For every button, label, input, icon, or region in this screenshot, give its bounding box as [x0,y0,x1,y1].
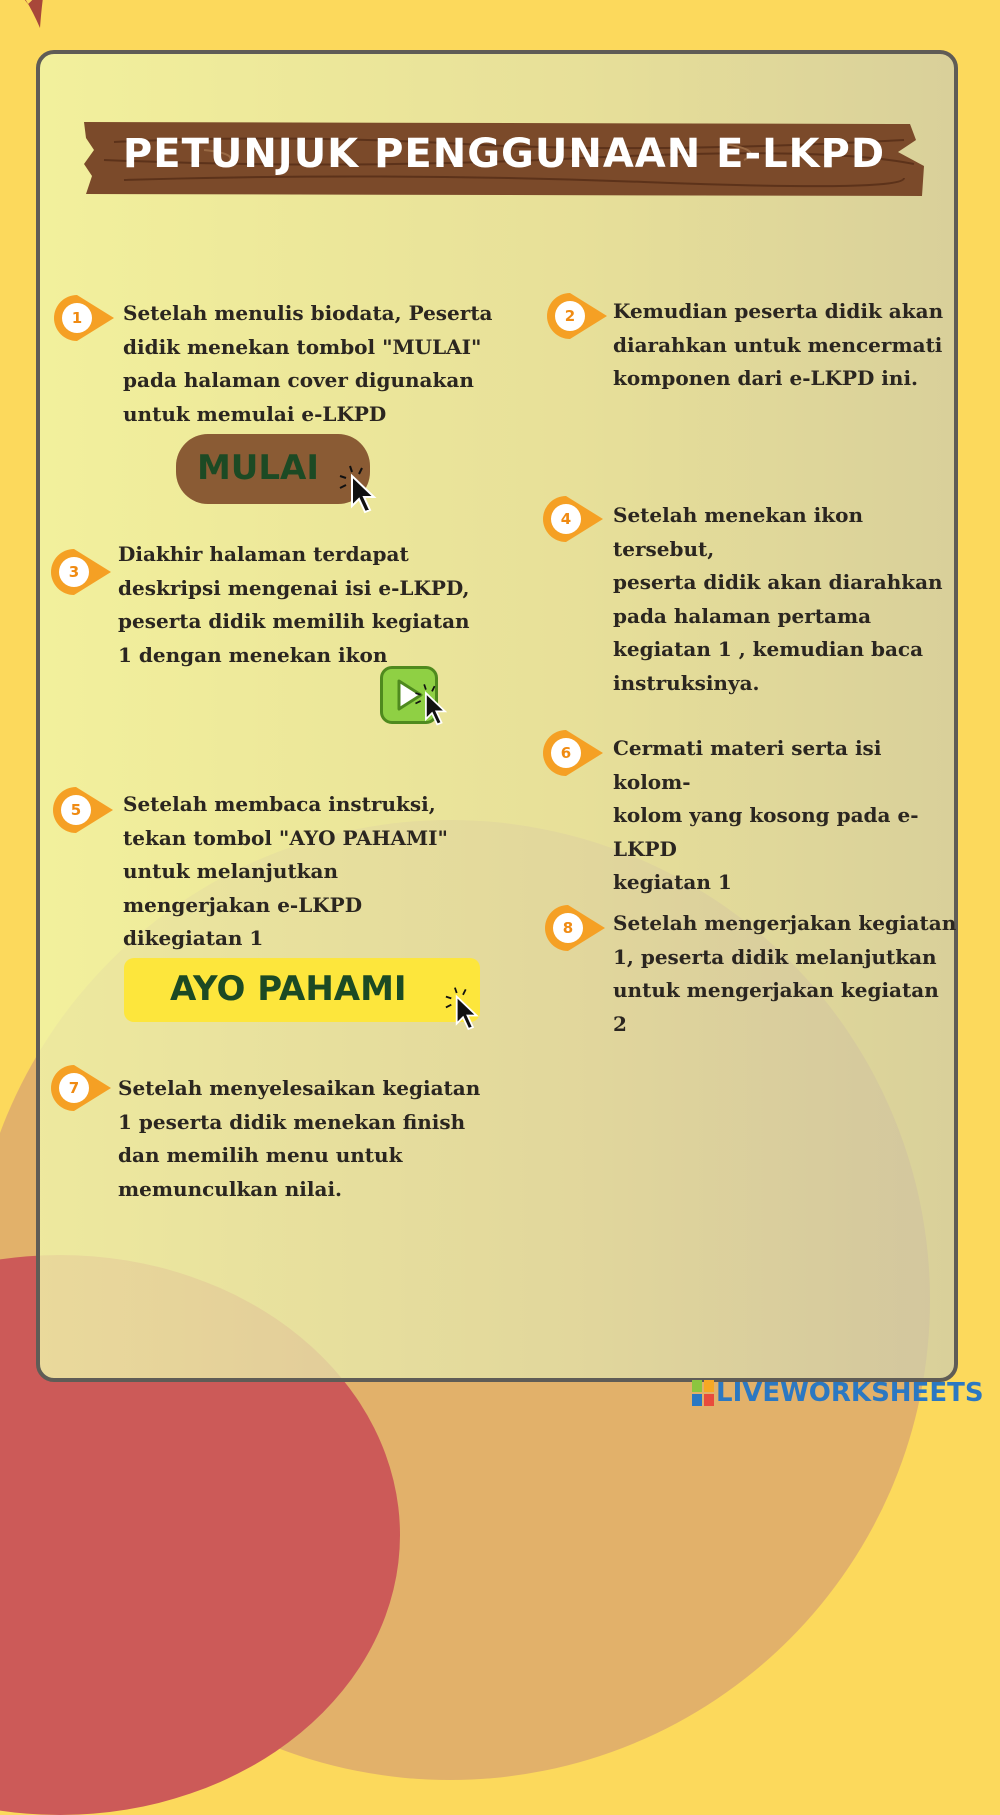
step-8-text [613,907,958,1041]
text-line: Diakhir halaman terdapat [118,542,409,566]
text-line: untuk melanjutkan [123,859,339,883]
text-line: memunculkan nilai. [118,1176,343,1201]
text-line: Setelah mengerjakan kegiatan [613,911,957,935]
text-line: kolom yang kosong pada e-LKPD [613,803,919,861]
text-line: komponen dari e-LKPD ini. [613,366,919,390]
text-line: Cermati materi serta isi kolom- [613,736,882,794]
page-title: PETUNJUK PENGGUNAAN E-LKPD [122,131,886,177]
text-line: dikegiatan 1 [123,926,264,950]
step-7-text [118,1072,498,1206]
step-badge-3 [49,547,115,597]
step-number: 7 [68,1079,80,1097]
text-line: pada halaman pertama [613,603,872,628]
text-line: tekan tombol "AYO PAHAMI" [123,825,448,850]
text-line: instruksinya. [613,670,760,695]
text-line: diarahkan untuk mencermati [613,332,943,357]
ayo-pahami-button-label: AYO PAHAMI [170,969,407,1009]
text-line: 1, peserta didik melanjutkan [613,944,937,969]
text-line: Setelah menekan ikon tersebut, [613,503,863,561]
step-number: 1 [71,309,83,327]
liveworksheets-brand[interactable] [692,1376,992,1410]
cursor-click-icon [442,984,484,1038]
step-badge-1 [52,293,118,343]
text-line: Kemudian peserta didik akan [613,299,944,323]
text-line: untuk memulai e-LKPD [123,401,387,426]
text-line: Setelah menulis biodata, Peserta [123,301,493,325]
text-line: didik menekan tombol "MULAI" [123,334,482,359]
step-number: 6 [560,744,572,762]
text-line: peserta didik akan diarahkan [613,570,943,594]
text-line: Setelah menyelesaikan kegiatan [118,1076,481,1100]
text-line: pada halaman cover digunakan [123,368,474,392]
text-line: 1 peserta didik menekan finish [118,1109,466,1134]
text-line: kegiatan 1 , kemudian baca [613,637,924,661]
text-line: 1 dengan menekan ikon [118,642,388,667]
step-1-text [123,297,503,431]
step-number: 2 [564,307,576,325]
text-line: kegiatan 1 [613,870,732,894]
step-badge-2 [545,291,611,341]
step-2-text [613,295,953,396]
step-badge-8 [543,903,609,953]
step-badge-5 [51,785,117,835]
text-line: deskripsi mengenai isi e-LKPD, [118,575,470,600]
leaf-decoration-icon [8,0,48,30]
brand-name: LIVEWORKSHEETS [716,1378,984,1408]
text-line: peserta didik memilih kegiatan [118,609,470,633]
text-line: mengerjakan e-LKPD [123,892,363,917]
step-number: 8 [562,919,574,937]
step-6-text [613,732,963,900]
text-line: Setelah membaca instruksi, [123,792,436,816]
cursor-click-icon [336,462,382,522]
step-number: 5 [70,801,82,819]
mulai-button-label: MULAI [196,448,320,488]
step-badge-7 [49,1063,115,1113]
step-badge-4 [541,494,607,544]
step-5-text [123,788,483,956]
cursor-click-icon [412,680,452,734]
text-line: untuk mengerjakan kegiatan 2 [613,978,939,1036]
text-line: dan memilih menu untuk [118,1143,403,1167]
step-number: 3 [68,563,80,581]
liveworksheets-logo-icon [692,1380,714,1406]
step-3-text [118,538,498,672]
step-badge-6 [541,728,607,778]
step-4-text [613,499,958,700]
step-number: 4 [560,510,572,528]
